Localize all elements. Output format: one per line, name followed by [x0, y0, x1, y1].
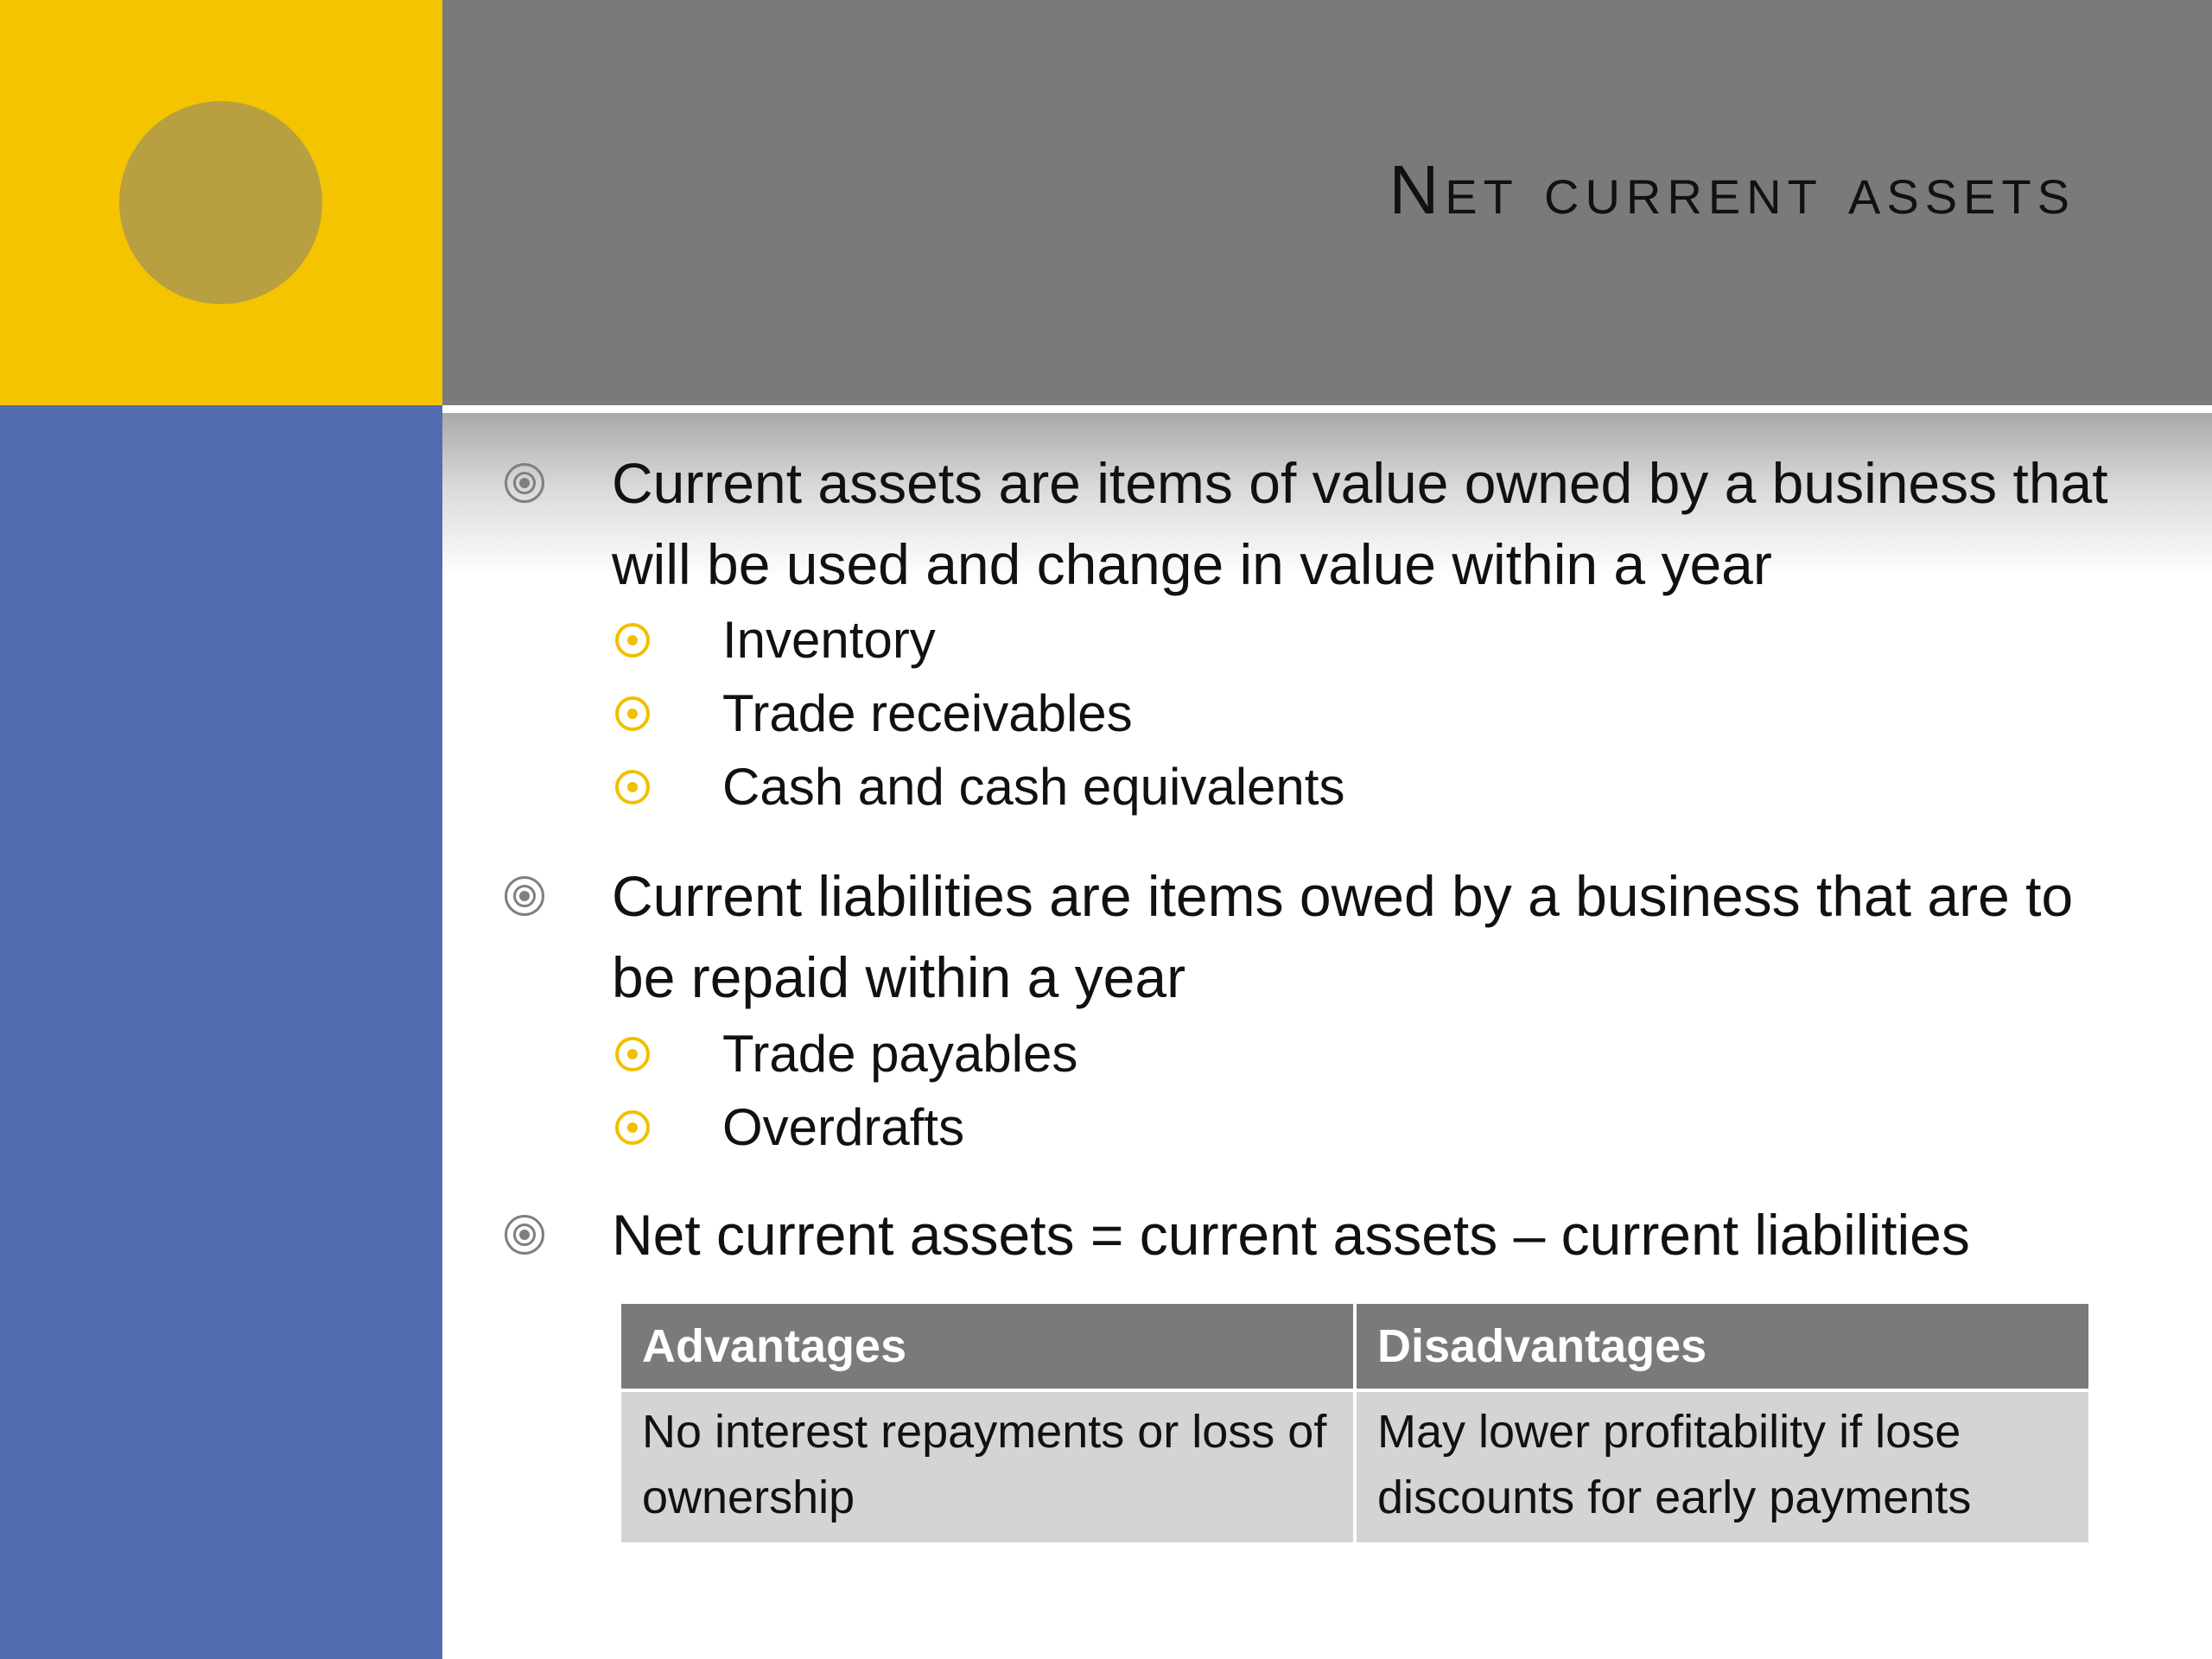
circle-dot-bullet-icon [615, 1037, 650, 1071]
list-item-inventory: Inventory [722, 611, 936, 669]
bullet-current-assets: Current assets are items of value owned by a business that will be used and change in value within a year [612, 451, 2108, 596]
list-item-trade-receivables: Trade receivables [722, 684, 1133, 742]
cell-disadvantage: May lower profitability if lose discounts for early payments [1355, 1390, 2090, 1544]
circle-dot-bullet-icon [615, 696, 650, 731]
table-row [620, 1390, 2090, 1544]
header-divider [442, 405, 2212, 413]
list-item-cash: Cash and cash equivalents [722, 758, 1345, 816]
advantages-disadvantages-table [618, 1300, 2092, 1546]
circle-decoration [119, 101, 322, 304]
target-bullet-icon [505, 1215, 544, 1255]
circle-dot-bullet-icon [615, 770, 650, 804]
bullet-current-liabilities: Current liabilities are items owed by a business that are to be repaid within a year [612, 864, 2074, 1009]
target-bullet-icon [505, 463, 544, 503]
cell-advantage: No interest repayments or loss of ownership [620, 1390, 1355, 1544]
circle-dot-bullet-icon [615, 623, 650, 658]
list-item-overdrafts: Overdrafts [722, 1098, 965, 1156]
bullet-net-current-assets-formula: Net current assets = current assets – current liabilities [612, 1203, 1970, 1267]
header-disadvantages: Disadvantages [1355, 1302, 2090, 1390]
header-advantages: Advantages [620, 1302, 1355, 1390]
table-header-row [620, 1302, 2090, 1390]
list-item-trade-payables: Trade payables [722, 1025, 1078, 1083]
target-bullet-icon [505, 876, 544, 916]
corner-accent-block [0, 0, 442, 405]
circle-dot-bullet-icon [615, 1110, 650, 1145]
side-bar [0, 405, 442, 1659]
slide-title: Net current assets [1389, 151, 2075, 228]
